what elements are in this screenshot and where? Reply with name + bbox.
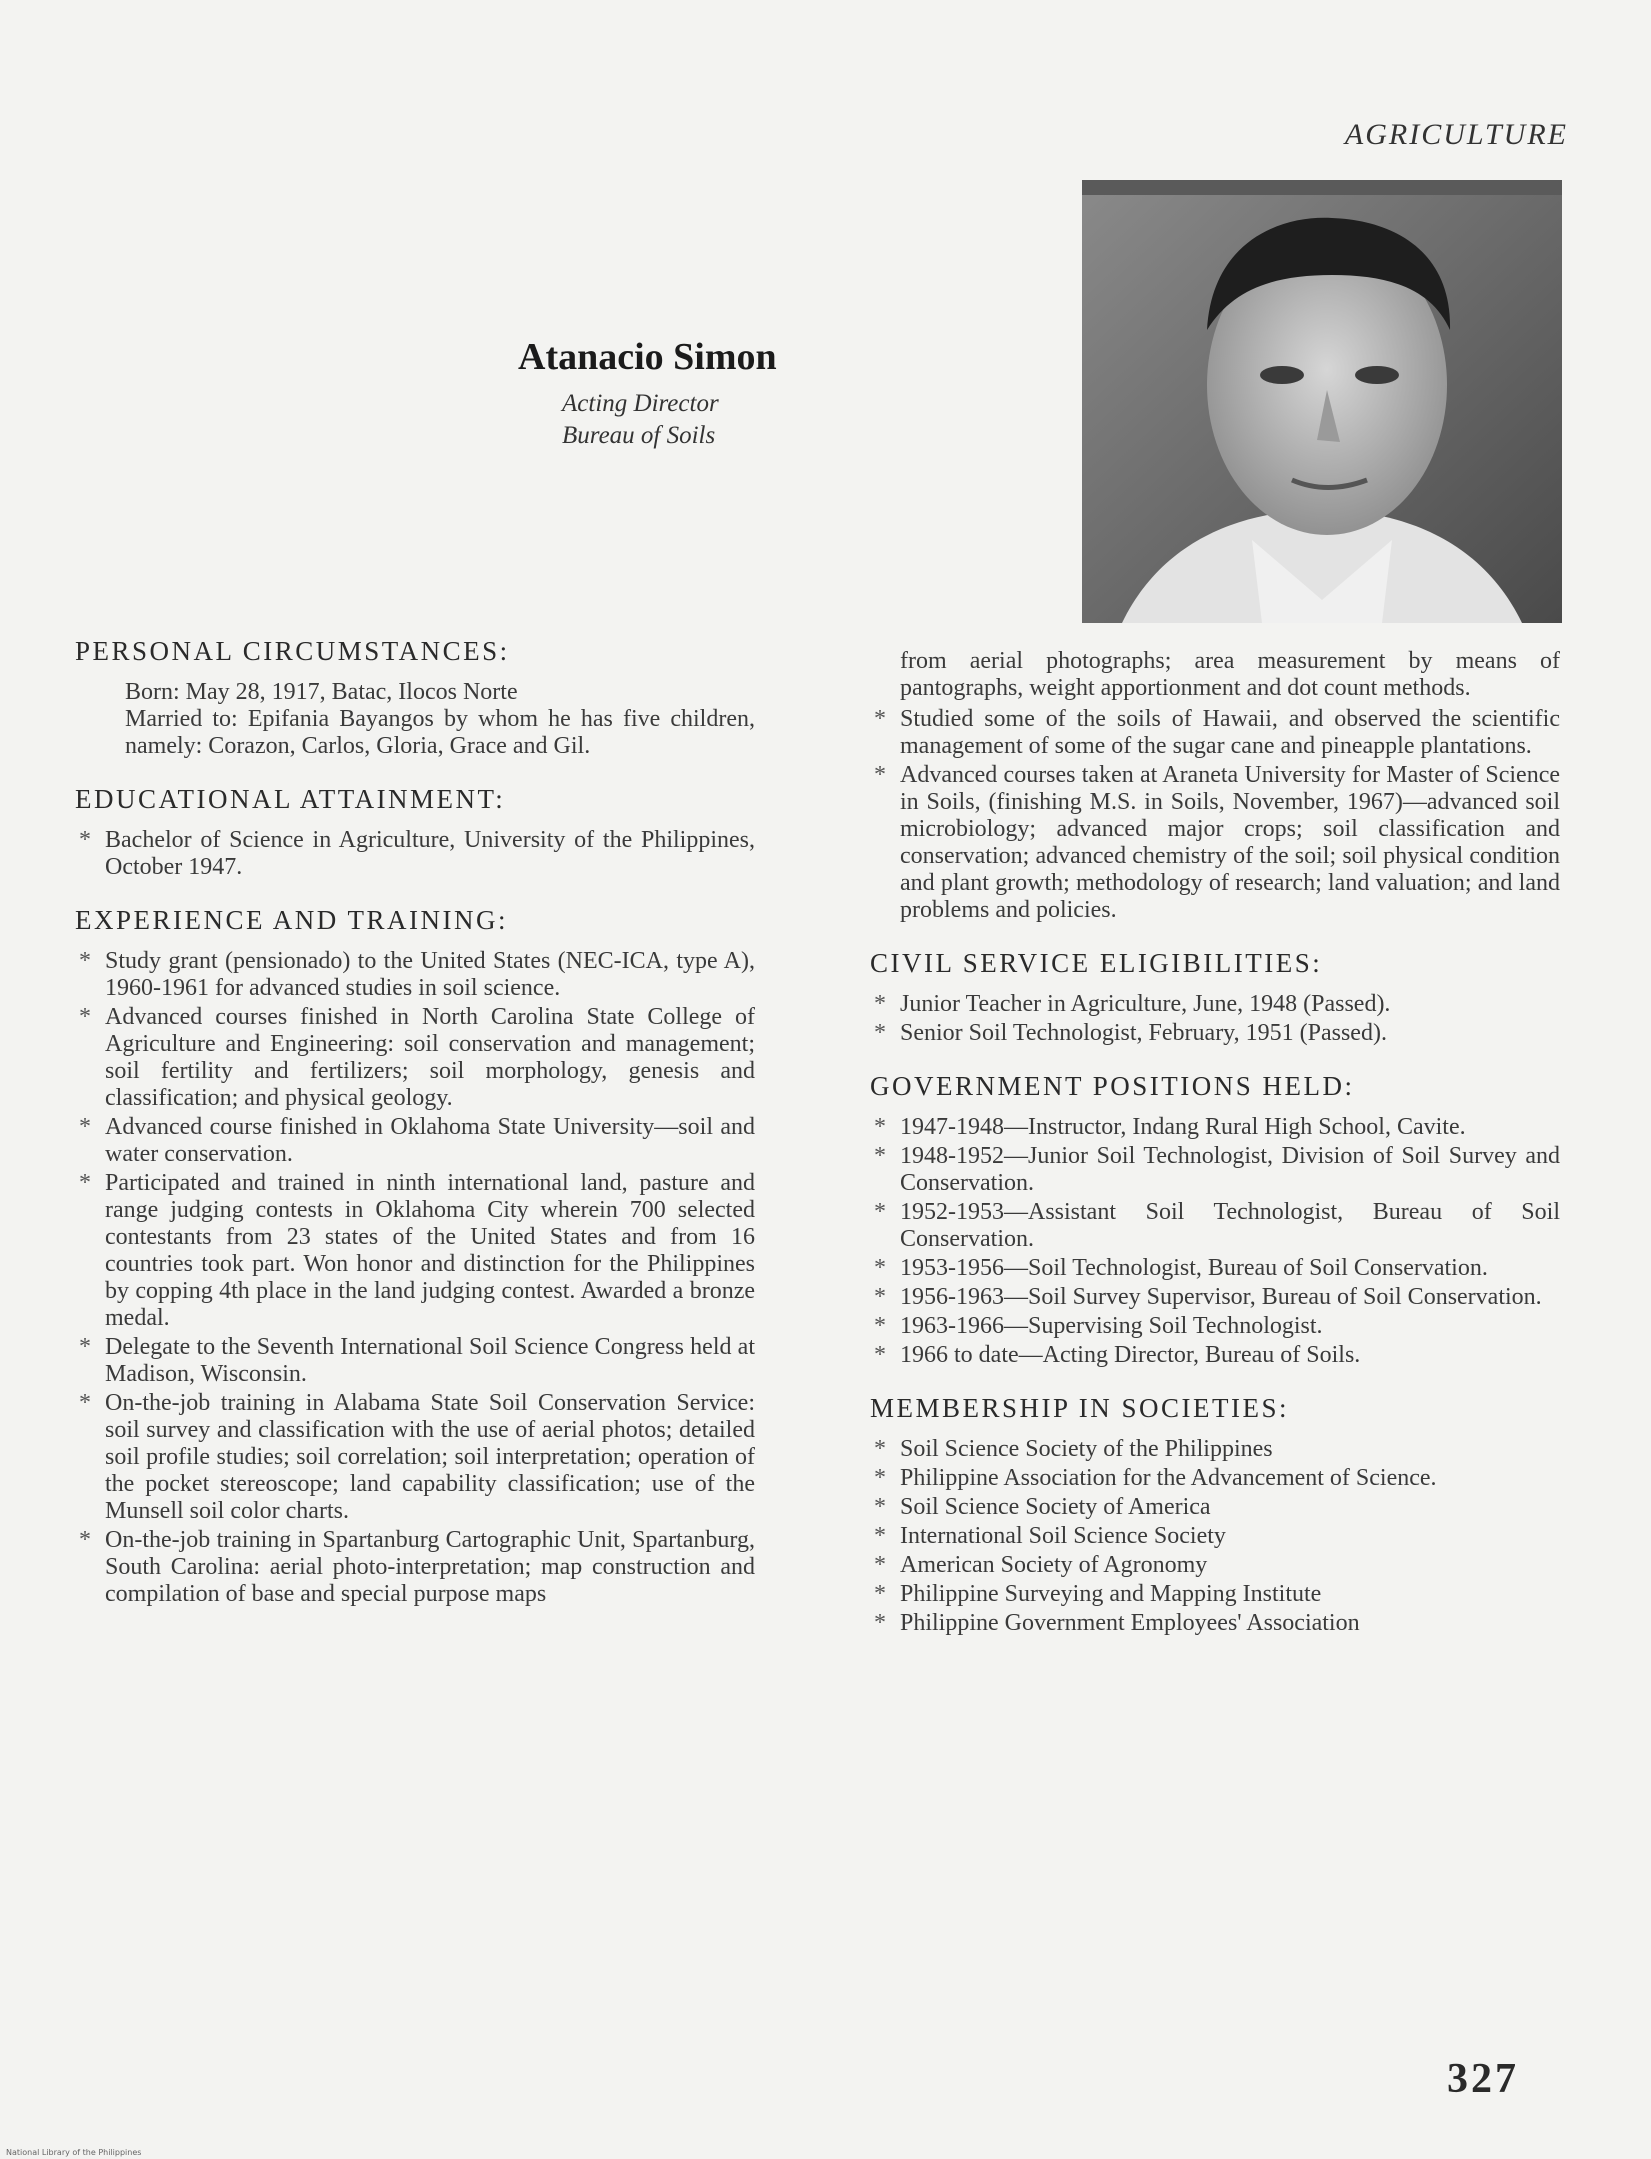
list-item: * Philippine Government Employees' Association <box>870 1610 1560 1637</box>
positions-list <box>870 1114 1560 1369</box>
experience-list-continued <box>870 706 1560 924</box>
positions-heading: GOVERNMENT POSITIONS HELD: <box>870 1071 1355 1101</box>
experience-heading: EXPERIENCE AND TRAINING: <box>75 905 508 935</box>
list-item: * Advanced courses finished in North Carolina State College of Agriculture and Engineering: soil conservation and management; soil fertility and fertilizers; soil morphology, genesis and classification; and physical geology. <box>75 1004 755 1112</box>
memberships-heading: MEMBERSHIP IN SOCIETIES: <box>870 1393 1290 1423</box>
right-column <box>870 648 1560 1639</box>
civil-heading: CIVIL SERVICE ELIGIBILITIES: <box>870 948 1323 978</box>
list-item: * International Soil Science Society <box>870 1523 1560 1550</box>
list-item: * Philippine Association for the Advancement of Science. <box>870 1465 1560 1492</box>
list-item: * 1947-1948—Instructor, Indang Rural High School, Cavite. <box>870 1114 1560 1141</box>
list-item: * Soil Science Society of the Philippines <box>870 1436 1560 1463</box>
experience-list <box>75 948 755 1608</box>
section-label: AGRICULTURE <box>1344 118 1568 151</box>
list-item: * Philippine Surveying and Mapping Institute <box>870 1581 1560 1608</box>
portrait-image <box>1082 180 1562 623</box>
list-item: * On-the-job training in Spartanburg Cartographic Unit, Spartanburg, South Carolina: aerial photo-interpretation; map construction and compilation of base and special purpose maps <box>75 1527 755 1608</box>
person-titles <box>560 388 719 452</box>
person-title: Acting Director <box>562 390 719 417</box>
list-item: * 1956-1963—Soil Survey Supervisor, Bureau of Soil Conservation. <box>870 1284 1560 1311</box>
education-list <box>75 827 755 881</box>
list-item: * Advanced course finished in Oklahoma State University—soil and water conservation. <box>75 1114 755 1168</box>
list-item: * 1952-1953—Assistant Soil Technologist, Bureau of Soil Conservation. <box>870 1199 1560 1253</box>
footer-text: National Library of the Philippines <box>6 2148 142 2157</box>
list-item: * Senior Soil Technologist, February, 1951 (Passed). <box>870 1020 1560 1047</box>
list-item: * Bachelor of Science in Agriculture, University of the Philippines, October 1947. <box>75 827 755 881</box>
list-item: * On-the-job training in Alabama State Soil Conservation Service: soil survey and classification with the use of aerial photos; detailed soil profile studies; soil correlation; soil interpretation; operation of the pocket stereoscope; land capability classification; use of the Munsell soil color charts. <box>75 1390 755 1525</box>
list-item: * Studied some of the soils of Hawaii, and observed the scientific management of some of the sugar cane and pineapple plantations. <box>870 706 1560 760</box>
list-item: * Soil Science Society of America <box>870 1494 1560 1521</box>
personal-heading: PERSONAL CIRCUMSTANCES: <box>75 636 510 666</box>
civil-list <box>870 991 1560 1047</box>
left-column <box>75 638 755 1610</box>
list-item: * 1966 to date—Acting Director, Bureau of Soils. <box>870 1342 1560 1369</box>
list-item: * Advanced courses taken at Araneta University for Master of Science in Soils, (finishing M.S. in Soils, November, 1967)—advanced soil microbiology; advanced major crops; soil classification and conservation; advanced chemistry of the soil; soil physical condition and plant growth; methodology of research; land valuation; and land problems and policies. <box>870 762 1560 924</box>
list-item: * Participated and trained in ninth international land, pasture and range judging contests in Oklahoma City wherein 700 selected contestants from 23 states of the United States and from 16 countries took part. Won honor and distinction for the Philippines by copping 4th place in the land judging contest. Awarded a bronze medal. <box>75 1170 755 1332</box>
person-office: Bureau of Soils <box>562 422 716 449</box>
list-item: * Study grant (pensionado) to the United States (NEC-ICA, type A), 1960-1961 for advanced studies in soil science. <box>75 948 755 1002</box>
born-text: Born: May 28, 1917, Batac, Ilocos Norte <box>125 679 518 705</box>
list-item: * Delegate to the Seventh International Soil Science Congress held at Madison, Wisconsin. <box>75 1334 755 1388</box>
married-text: Married to: Epifania Bayangos by whom he has five children, namely: Corazon, Carlos, Gloria, Grace and Gil. <box>125 706 755 759</box>
list-item: * 1948-1952—Junior Soil Technologist, Division of Soil Survey and Conservation. <box>870 1143 1560 1197</box>
portrait-photo <box>1082 180 1562 623</box>
education-heading: EDUCATIONAL ATTAINMENT: <box>75 784 506 814</box>
memberships-list <box>870 1436 1560 1637</box>
person-name: Atanacio Simon <box>518 336 777 378</box>
list-item: * 1963-1966—Supervising Soil Technologist. <box>870 1313 1560 1340</box>
list-item: * Junior Teacher in Agriculture, June, 1948 (Passed). <box>870 991 1560 1018</box>
list-item: * American Society of Agronomy <box>870 1552 1560 1579</box>
list-item: * 1953-1956—Soil Technologist, Bureau of Soil Conservation. <box>870 1255 1560 1282</box>
page-number: 327 <box>1447 2056 1519 2102</box>
experience-continued: from aerial photographs; area measurement by means of pantographs, weight apportionment and dot count methods. <box>900 648 1560 701</box>
